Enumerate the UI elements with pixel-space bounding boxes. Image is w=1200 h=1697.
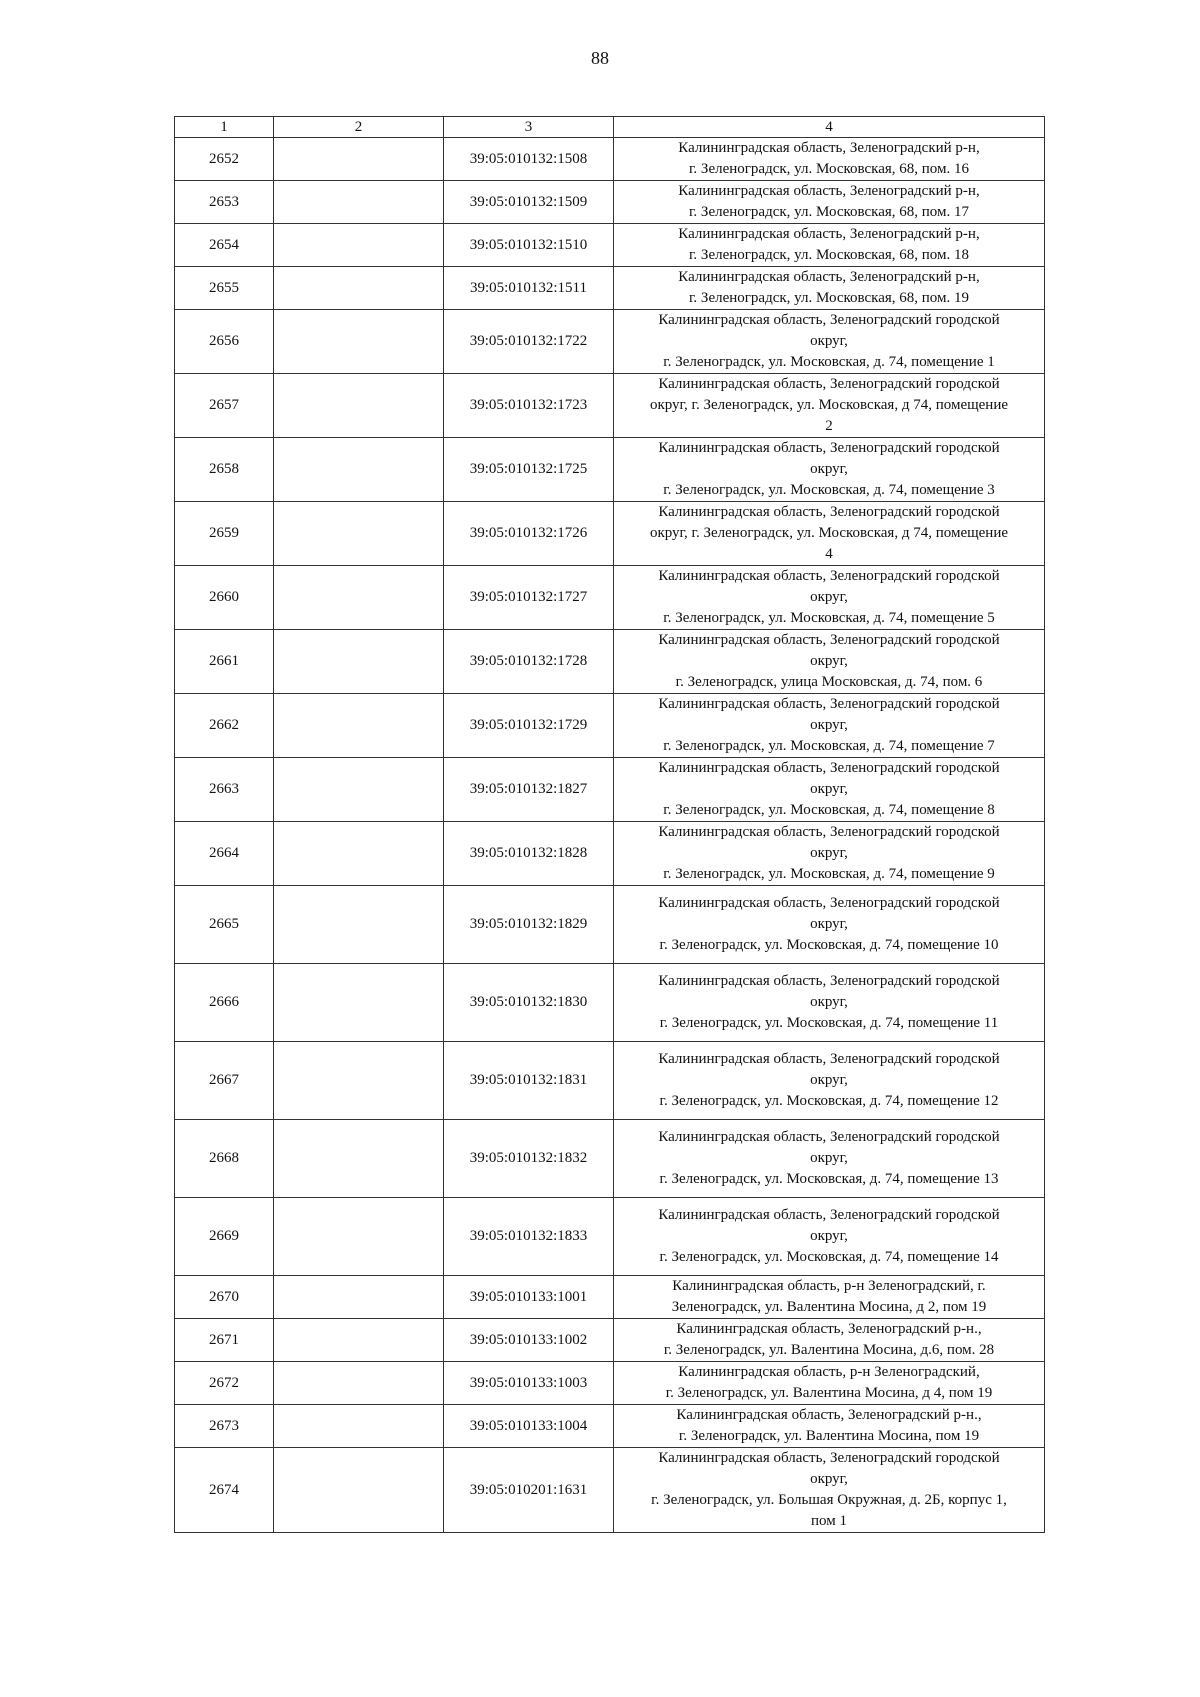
row-number-cell: 2665 <box>175 886 274 964</box>
address-line: округ, <box>810 653 848 669</box>
address-line: Калининградская область, Зеленоградский городской <box>658 1051 1000 1067</box>
empty-cell <box>274 138 444 181</box>
address-line: пом 1 <box>811 1513 847 1529</box>
table-row <box>175 822 1045 886</box>
address-line: округ, г. Зеленоградск, ул. Московская, д 74, помещение <box>649 397 1009 413</box>
address-line: Калининградская область, Зеленоградский городской <box>658 376 1000 392</box>
address-cell <box>614 138 1045 181</box>
address-line: Калининградская область, Зеленоградский городской <box>658 760 1000 776</box>
address-line: г. Зеленоградск, ул. Московская, 68, пом. 16 <box>688 161 970 177</box>
address-line: г. Зеленоградск, ул. Московская, д. 74, помещение 10 <box>659 937 999 953</box>
address-line: г. Зеленоградск, ул. Московская, 68, пом. 19 <box>688 290 970 306</box>
row-number-cell: 2659 <box>175 502 274 566</box>
address-cell <box>614 374 1045 438</box>
table-row <box>175 438 1045 502</box>
address-line: округ, <box>810 916 848 932</box>
address-line: г. Зеленоградск, улица Московская, д. 74, пом. 6 <box>675 674 983 690</box>
address-cell <box>614 181 1045 224</box>
table-row <box>175 964 1045 1042</box>
cadastral-number-cell: 39:05:010133:1003 <box>444 1362 614 1405</box>
address-line: Калининградская область, Зеленоградский городской <box>658 696 1000 712</box>
row-number-cell: 2655 <box>175 267 274 310</box>
address-line: г. Зеленоградск, ул. Московская, 68, пом. 17 <box>688 204 970 220</box>
address-line: округ, <box>810 845 848 861</box>
row-number-cell: 2661 <box>175 630 274 694</box>
column-number-row <box>175 117 1045 138</box>
address-line: Калининградская область, Зеленоградский р-н, <box>678 183 980 199</box>
table-row <box>175 224 1045 267</box>
table-row <box>175 630 1045 694</box>
address-line: округ, <box>810 589 848 605</box>
cadastral-number-cell: 39:05:010132:1729 <box>444 694 614 758</box>
address-cell <box>614 224 1045 267</box>
table-row <box>175 566 1045 630</box>
address-cell <box>614 438 1045 502</box>
table-row <box>175 694 1045 758</box>
address-line: округ, <box>810 994 848 1010</box>
cadastral-number-cell: 39:05:010132:1723 <box>444 374 614 438</box>
cadastral-number-cell: 39:05:010132:1510 <box>444 224 614 267</box>
empty-cell <box>274 502 444 566</box>
cadastral-number-cell: 39:05:010132:1828 <box>444 822 614 886</box>
cadastral-number-cell: 39:05:010132:1830 <box>444 964 614 1042</box>
table-row <box>175 1405 1045 1448</box>
address-line: г. Зеленоградск, ул. Большая Окружная, д. 2Б, корпус 1, <box>651 1492 1007 1508</box>
row-number-cell: 2662 <box>175 694 274 758</box>
row-number-cell: 2660 <box>175 566 274 630</box>
address-cell <box>614 310 1045 374</box>
table-row <box>175 181 1045 224</box>
empty-cell <box>274 1448 444 1533</box>
address-line: Калининградская область, Зеленоградский р-н, <box>678 269 980 285</box>
address-line: Калининградская область, Зеленоградский р-н, <box>678 140 980 156</box>
address-line: г. Зеленоградск, ул. Московская, д. 74, помещение 7 <box>663 738 995 754</box>
address-line: 2 <box>825 418 833 434</box>
empty-cell <box>274 694 444 758</box>
address-line: Калининградская область, Зеленоградский городской <box>658 1450 1000 1466</box>
row-number-cell: 2667 <box>175 1042 274 1120</box>
address-cell <box>614 267 1045 310</box>
row-number-cell: 2657 <box>175 374 274 438</box>
table-row <box>175 1362 1045 1405</box>
address-line: Калининградская область, Зеленоградский городской <box>658 312 1000 328</box>
row-number-cell: 2658 <box>175 438 274 502</box>
address-cell <box>614 1405 1045 1448</box>
empty-cell <box>274 181 444 224</box>
address-line: округ, <box>810 1228 848 1244</box>
address-line: Калининградская область, Зеленоградский городской <box>658 1129 1000 1145</box>
cadastral-number-cell: 39:05:010132:1827 <box>444 758 614 822</box>
address-line: г. Зеленоградск, ул. Московская, д. 74, помещение 3 <box>663 482 995 498</box>
table-row <box>175 138 1045 181</box>
address-line: Калининградская область, Зеленоградский р-н, <box>678 226 980 242</box>
address-cell <box>614 1276 1045 1319</box>
table-row <box>175 310 1045 374</box>
cadastral-number-cell: 39:05:010132:1725 <box>444 438 614 502</box>
address-cell <box>614 502 1045 566</box>
address-line: Калининградская область, Зеленоградский городской <box>658 973 1000 989</box>
address-line: г. Зеленоградск, ул. Московская, д. 74, помещение 11 <box>659 1015 999 1031</box>
address-line: округ, <box>810 1072 848 1088</box>
row-number-cell: 2664 <box>175 822 274 886</box>
address-cell <box>614 1120 1045 1198</box>
address-line: г. Зеленоградск, ул. Валентина Мосина, пом 19 <box>678 1428 980 1444</box>
address-line: Калининградская область, Зеленоградский городской <box>658 440 1000 456</box>
empty-cell <box>274 886 444 964</box>
address-cell <box>614 566 1045 630</box>
address-line: г. Зеленоградск, ул. Московская, д. 74, помещение 14 <box>659 1249 999 1265</box>
cadastral-number-cell: 39:05:010132:1727 <box>444 566 614 630</box>
row-number-cell: 2653 <box>175 181 274 224</box>
empty-cell <box>274 1319 444 1362</box>
empty-cell <box>274 224 444 267</box>
column-header-2: 2 <box>274 117 444 138</box>
address-line: округ, <box>810 781 848 797</box>
cadastral-number-cell: 39:05:010132:1509 <box>444 181 614 224</box>
address-line: г. Зеленоградск, ул. Московская, д. 74, помещение 12 <box>659 1093 999 1109</box>
empty-cell <box>274 1120 444 1198</box>
address-cell <box>614 758 1045 822</box>
row-number-cell: 2652 <box>175 138 274 181</box>
row-number-cell: 2668 <box>175 1120 274 1198</box>
row-number-cell: 2656 <box>175 310 274 374</box>
table-row <box>175 267 1045 310</box>
cadastral-number-cell: 39:05:010132:1508 <box>444 138 614 181</box>
empty-cell <box>274 566 444 630</box>
empty-cell <box>274 1042 444 1120</box>
empty-cell <box>274 630 444 694</box>
row-number-cell: 2663 <box>175 758 274 822</box>
address-line: Калининградская область, р-н Зеленоградский, г. <box>672 1278 986 1294</box>
cadastral-number-cell: 39:05:010132:1511 <box>444 267 614 310</box>
table-row <box>175 1120 1045 1198</box>
table-row <box>175 1448 1045 1533</box>
address-line: Зеленоградск, ул. Валентина Мосина, д 2, пом 19 <box>671 1299 987 1315</box>
address-cell <box>614 886 1045 964</box>
address-line: Калининградская область, Зеленоградский городской <box>658 1207 1000 1223</box>
cadastral-number-cell: 39:05:010132:1728 <box>444 630 614 694</box>
table-row <box>175 374 1045 438</box>
empty-cell <box>274 758 444 822</box>
address-line: Калининградская область, Зеленоградский городской <box>658 632 1000 648</box>
empty-cell <box>274 267 444 310</box>
cadastral-number-cell: 39:05:010201:1631 <box>444 1448 614 1533</box>
address-cell <box>614 1362 1045 1405</box>
cadastral-number-cell: 39:05:010132:1832 <box>444 1120 614 1198</box>
column-header-1: 1 <box>175 117 274 138</box>
address-line: округ, г. Зеленоградск, ул. Московская, д 74, помещение <box>649 525 1009 541</box>
row-number-cell: 2672 <box>175 1362 274 1405</box>
row-number-cell: 2674 <box>175 1448 274 1533</box>
empty-cell <box>274 964 444 1042</box>
address-line: округ, <box>810 717 848 733</box>
empty-cell <box>274 310 444 374</box>
row-number-cell: 2671 <box>175 1319 274 1362</box>
page-number: 88 <box>591 48 609 68</box>
row-number-cell: 2670 <box>175 1276 274 1319</box>
table-row <box>175 1276 1045 1319</box>
row-number-cell: 2654 <box>175 224 274 267</box>
address-line: округ, <box>810 461 848 477</box>
column-header-3: 3 <box>444 117 614 138</box>
registry-body <box>175 138 1045 1533</box>
column-header-4: 4 <box>614 117 1045 138</box>
cadastral-number-cell: 39:05:010132:1833 <box>444 1198 614 1276</box>
address-cell <box>614 822 1045 886</box>
empty-cell <box>274 374 444 438</box>
address-cell <box>614 694 1045 758</box>
address-cell <box>614 630 1045 694</box>
row-number-cell: 2673 <box>175 1405 274 1448</box>
address-line: Калининградская область, Зеленоградский р-н., <box>676 1321 982 1337</box>
registry-table <box>174 116 1045 1533</box>
cadastral-number-cell: 39:05:010132:1726 <box>444 502 614 566</box>
address-line: Калининградская область, Зеленоградский городской <box>658 824 1000 840</box>
cadastral-number-cell: 39:05:010133:1004 <box>444 1405 614 1448</box>
cadastral-number-cell: 39:05:010133:1001 <box>444 1276 614 1319</box>
empty-cell <box>274 438 444 502</box>
address-line: г. Зеленоградск, ул. Валентина Мосина, д.6, пом. 28 <box>663 1342 995 1358</box>
address-line: г. Зеленоградск, ул. Московская, д. 74, помещение 5 <box>663 610 995 626</box>
table-row <box>175 758 1045 822</box>
address-line: г. Зеленоградск, ул. Валентина Мосина, д 4, пом 19 <box>665 1385 993 1401</box>
empty-cell <box>274 1198 444 1276</box>
address-cell <box>614 1319 1045 1362</box>
address-line: г. Зеленоградск, ул. Московская, д. 74, помещение 8 <box>663 802 995 818</box>
address-line: Калининградская область, Зеленоградский городской <box>658 895 1000 911</box>
row-number-cell: 2669 <box>175 1198 274 1276</box>
address-line: г. Зеленоградск, ул. Московская, 68, пом. 18 <box>688 247 970 263</box>
address-line: г. Зеленоградск, ул. Московская, д. 74, помещение 13 <box>659 1171 999 1187</box>
empty-cell <box>274 1276 444 1319</box>
table-row <box>175 1198 1045 1276</box>
table-row <box>175 886 1045 964</box>
address-line: Калининградская область, Зеленоградский городской <box>658 504 1000 520</box>
address-cell <box>614 1198 1045 1276</box>
address-line: Калининградская область, Зеленоградский р-н., <box>676 1407 982 1423</box>
address-cell <box>614 964 1045 1042</box>
cadastral-number-cell: 39:05:010132:1722 <box>444 310 614 374</box>
address-line: Калининградская область, Зеленоградский городской <box>658 568 1000 584</box>
address-line: г. Зеленоградск, ул. Московская, д. 74, помещение 9 <box>663 866 995 882</box>
address-line: округ, <box>810 1471 848 1487</box>
address-line: округ, <box>810 1150 848 1166</box>
cadastral-number-cell: 39:05:010132:1831 <box>444 1042 614 1120</box>
address-cell <box>614 1448 1045 1533</box>
address-line: 4 <box>825 546 833 562</box>
empty-cell <box>274 1405 444 1448</box>
address-line: г. Зеленоградск, ул. Московская, д. 74, помещение 1 <box>663 354 995 370</box>
empty-cell <box>274 1362 444 1405</box>
cadastral-number-cell: 39:05:010133:1002 <box>444 1319 614 1362</box>
row-number-cell: 2666 <box>175 964 274 1042</box>
table-row <box>175 1319 1045 1362</box>
address-cell <box>614 1042 1045 1120</box>
address-line: округ, <box>810 333 848 349</box>
table-row <box>175 1042 1045 1120</box>
table-row <box>175 502 1045 566</box>
empty-cell <box>274 822 444 886</box>
cadastral-number-cell: 39:05:010132:1829 <box>444 886 614 964</box>
address-line: Калининградская область, р-н Зеленоградский, <box>678 1364 980 1380</box>
